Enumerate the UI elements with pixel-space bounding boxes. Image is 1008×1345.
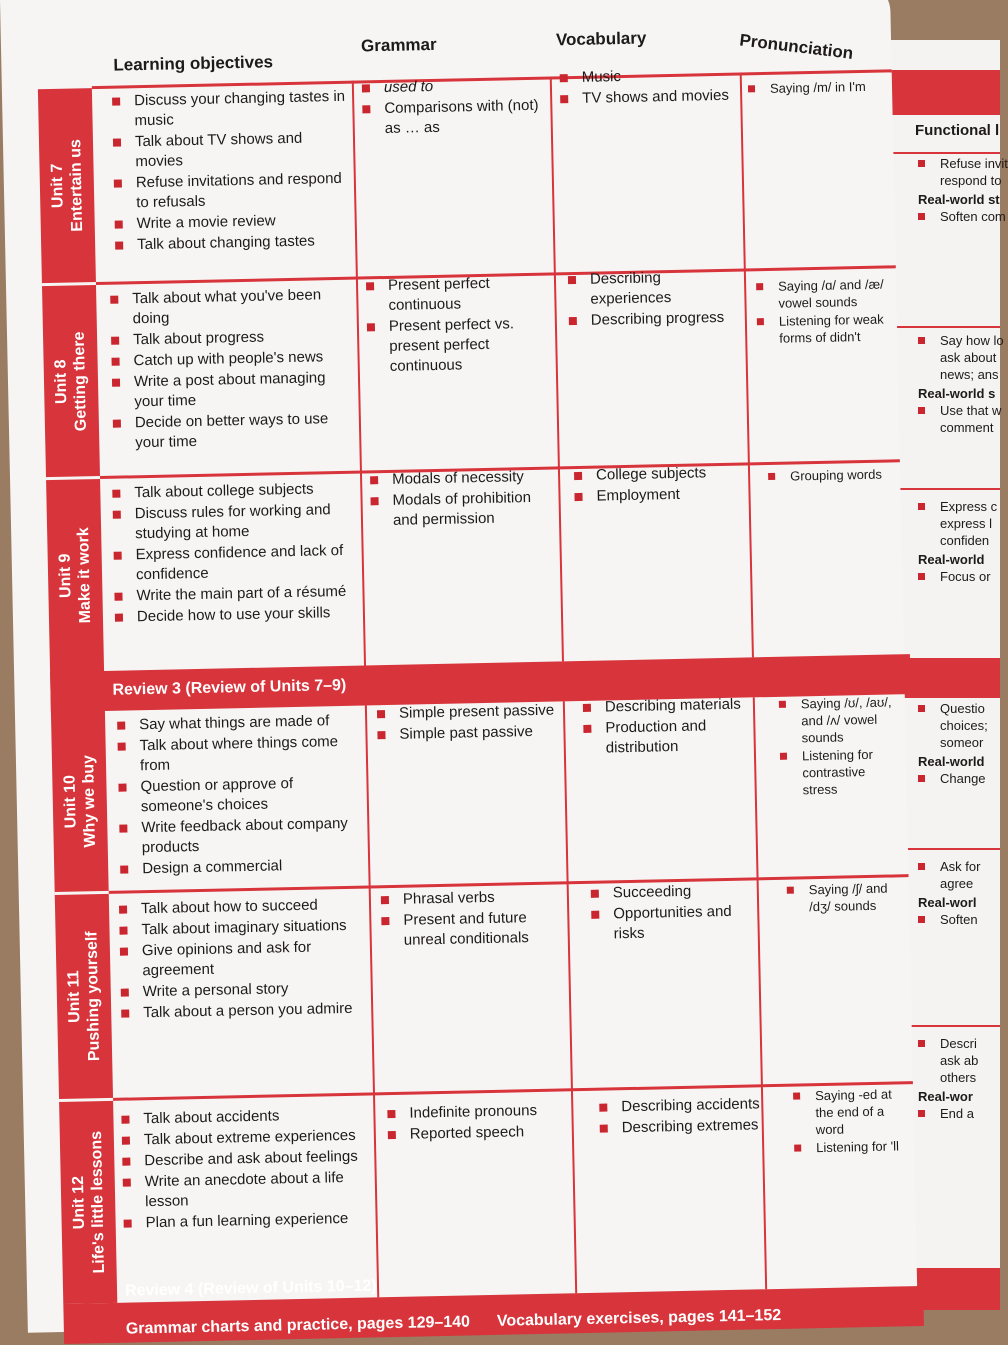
unit-10-label: Unit 10 Why we buy [61,754,99,848]
list-item: Saying /m/ in I'm [746,77,886,97]
unit-12-pronunciation [791,1085,912,1157]
list-item: Talk about progress [109,326,353,351]
list-item: Describing experiences [566,266,745,310]
list-item: Write the main part of a résumé [112,582,358,607]
review-4-label: Review 4 (Review of Units 10–12) [124,1277,377,1300]
list-item: Write a movie review [113,210,351,235]
list-item: Comparisons with (not) as … as [360,96,547,140]
list-item: Write feedback about company products [117,814,364,859]
list-item: Say what things are made of [115,711,361,736]
unit-8-pronunciation [754,275,891,348]
list-item: Production and distribution [581,715,754,759]
unit-8-grammar [364,273,552,379]
unit-7-pronunciation [746,77,886,98]
list-item: Write a personal story [119,978,367,1003]
list-item: Talk about extreme experiences [120,1126,370,1151]
review-3-label: Review 3 (Review of Units 7–9) [112,676,347,699]
list-item: Question or approve of someone's choices [116,773,363,818]
unit-11-objectives [117,895,368,1025]
footer-band [63,1277,924,1344]
list-item: Saying /ʃ/ and /dʒ/ sounds [785,879,906,916]
list-item: Present perfect vs. present perfect continuous [365,314,552,378]
unit-7-objectives [110,87,351,257]
list-item: Catch up with people's news [109,347,353,372]
list-item: Phrasal verbs [379,886,565,910]
list-item: Talk about what you've been doing [108,285,353,330]
list-item: Talk about changing tastes [113,231,351,256]
unit-8-vocabulary [566,266,745,332]
list-item: Talk about TV shows and movies [111,128,350,173]
list-item: Talk about how to succeed [117,895,365,920]
list-item: Listening for weak forms of didn't [755,310,892,347]
list-item: Describing accidents [597,1094,761,1117]
unit-9-label: Unit 9 Make it work [56,527,95,624]
list-item: Give opinions and ask for agreement [118,937,367,982]
unit-11-grammar [379,886,566,952]
list-item: Refuse invitations and respond to refusals [112,169,351,214]
unit-10-grammar [375,700,562,746]
list-item: Talk about accidents [119,1105,369,1130]
unit-10-objectives [115,711,364,881]
list-item: Grouping words [766,465,896,485]
footer-references [126,1307,782,1339]
list-item: Describing materials [581,694,753,718]
list-item: Design a commercial [118,855,364,880]
list-item: Music [558,65,736,89]
unit-11-pronunciation [785,879,906,917]
vocabulary-exercises-reference: Vocabulary exercises, pages 141–152 [496,1306,782,1330]
list-item: Describing progress [567,307,745,331]
unit-9-grammar [368,467,555,533]
list-item: Simple present passive [375,700,561,724]
right-page-block-unit10: Questio choices; someor Real-world Change [918,700,1008,787]
right-page-block-unit7: Refuse invit respond to Real-world st Soften com [918,156,1008,224]
list-item: Saying /ɑ/ and /æ/ vowel sounds [754,275,891,312]
unit-9-pronunciation [766,465,896,486]
unit-12-label: Unit 12 Life's little lessons [69,1130,108,1274]
list-item: Talk about imaginary situations [117,916,365,941]
list-item: Discuss your changing tastes in music [110,87,349,132]
right-page-block-unit12: Descri ask ab others Real-wor End a [918,1035,1008,1122]
list-item: Listening for contrastive stress [778,745,903,799]
header-grammar: Grammar [360,34,437,56]
list-item: Reported speech [386,1121,572,1145]
list-item: Talk about a person you admire [119,999,367,1024]
list-item: Write a post about managing your time [110,368,355,413]
grammar-charts-reference: Grammar charts and practice, pages 129–140 [125,1313,471,1338]
right-page-block-unit8: Say how lo ask about news; ans Real-world s Use that w comment [918,332,1008,436]
right-page-block-unit11: Ask for agree Real-worl Soften [918,858,1008,928]
unit-12-objectives [119,1105,372,1235]
list-item: Talk about college subjects [110,479,356,504]
grid-column-divider [753,697,767,1289]
unit-7-vocabulary [558,65,737,111]
header-pronunciation: Pronunciation [738,30,855,63]
unit-10-pronunciation [777,693,903,800]
list-item: Saying /ʊ/, /aʊ/, and /ʌ/ vowel sounds [777,693,902,747]
list-item: Modals of prohibition and permission [368,487,555,531]
list-item: Succeeding [589,880,757,904]
unit-7-label: Unit 7 Entertain us [48,139,86,232]
header-vocabulary: Vocabulary [555,28,647,50]
unit-11-label: Unit 11 Pushing yourself [65,931,104,1062]
list-item: Describing extremes [598,1115,762,1138]
list-item: Plan a fun learning experience [121,1208,371,1233]
unit-10-vocabulary [581,694,754,760]
list-item: Decide how to use your skills [113,603,359,628]
list-item: College subjects [572,462,748,486]
unit-9-objectives [110,479,359,629]
list-item: Talk about where things come from [115,732,362,777]
list-item: Discuss rules for working and studying at home [111,500,358,545]
unit-9-vocabulary [572,462,749,508]
list-item: TV shows and movies [558,86,736,110]
list-item: Present and future unreal conditionals [379,907,566,951]
unit-12-grammar [385,1100,572,1146]
list-item: Modals of necessity [368,467,554,491]
unit-11-vocabulary [589,880,758,946]
unit-8-objectives [108,285,355,455]
list-item: Employment [572,483,748,507]
list-item: Saying -ed at the end of a word [791,1085,912,1139]
list-item: Simple past passive [375,721,561,745]
list-item: used to [360,75,546,99]
list-item: Listening for 'll [792,1137,912,1157]
unit-12-vocabulary [597,1094,762,1139]
list-item: Express confidence and lack of confidence [111,541,358,586]
grid-column-divider [563,701,577,1293]
header-learning-objectives: Learning objectives [113,52,274,75]
list-item: Opportunities and risks [589,901,758,945]
right-page-title: Functional l [915,122,1000,139]
list-item: Present perfect continuous [364,273,551,317]
list-item: Describe and ask about feelings [120,1147,370,1172]
grid-column-divider [740,72,754,657]
unit-8-label: Unit 8 Getting there [52,330,91,431]
list-item: Decide on better ways to use your time [111,409,356,454]
unit-7-grammar [360,75,547,141]
list-item: Write an anecdote about a life lesson [121,1167,372,1212]
list-item: Indefinite pronouns [385,1100,571,1124]
right-page-block-unit9: Express c express l confiden Real-world Focus or [918,498,1008,585]
